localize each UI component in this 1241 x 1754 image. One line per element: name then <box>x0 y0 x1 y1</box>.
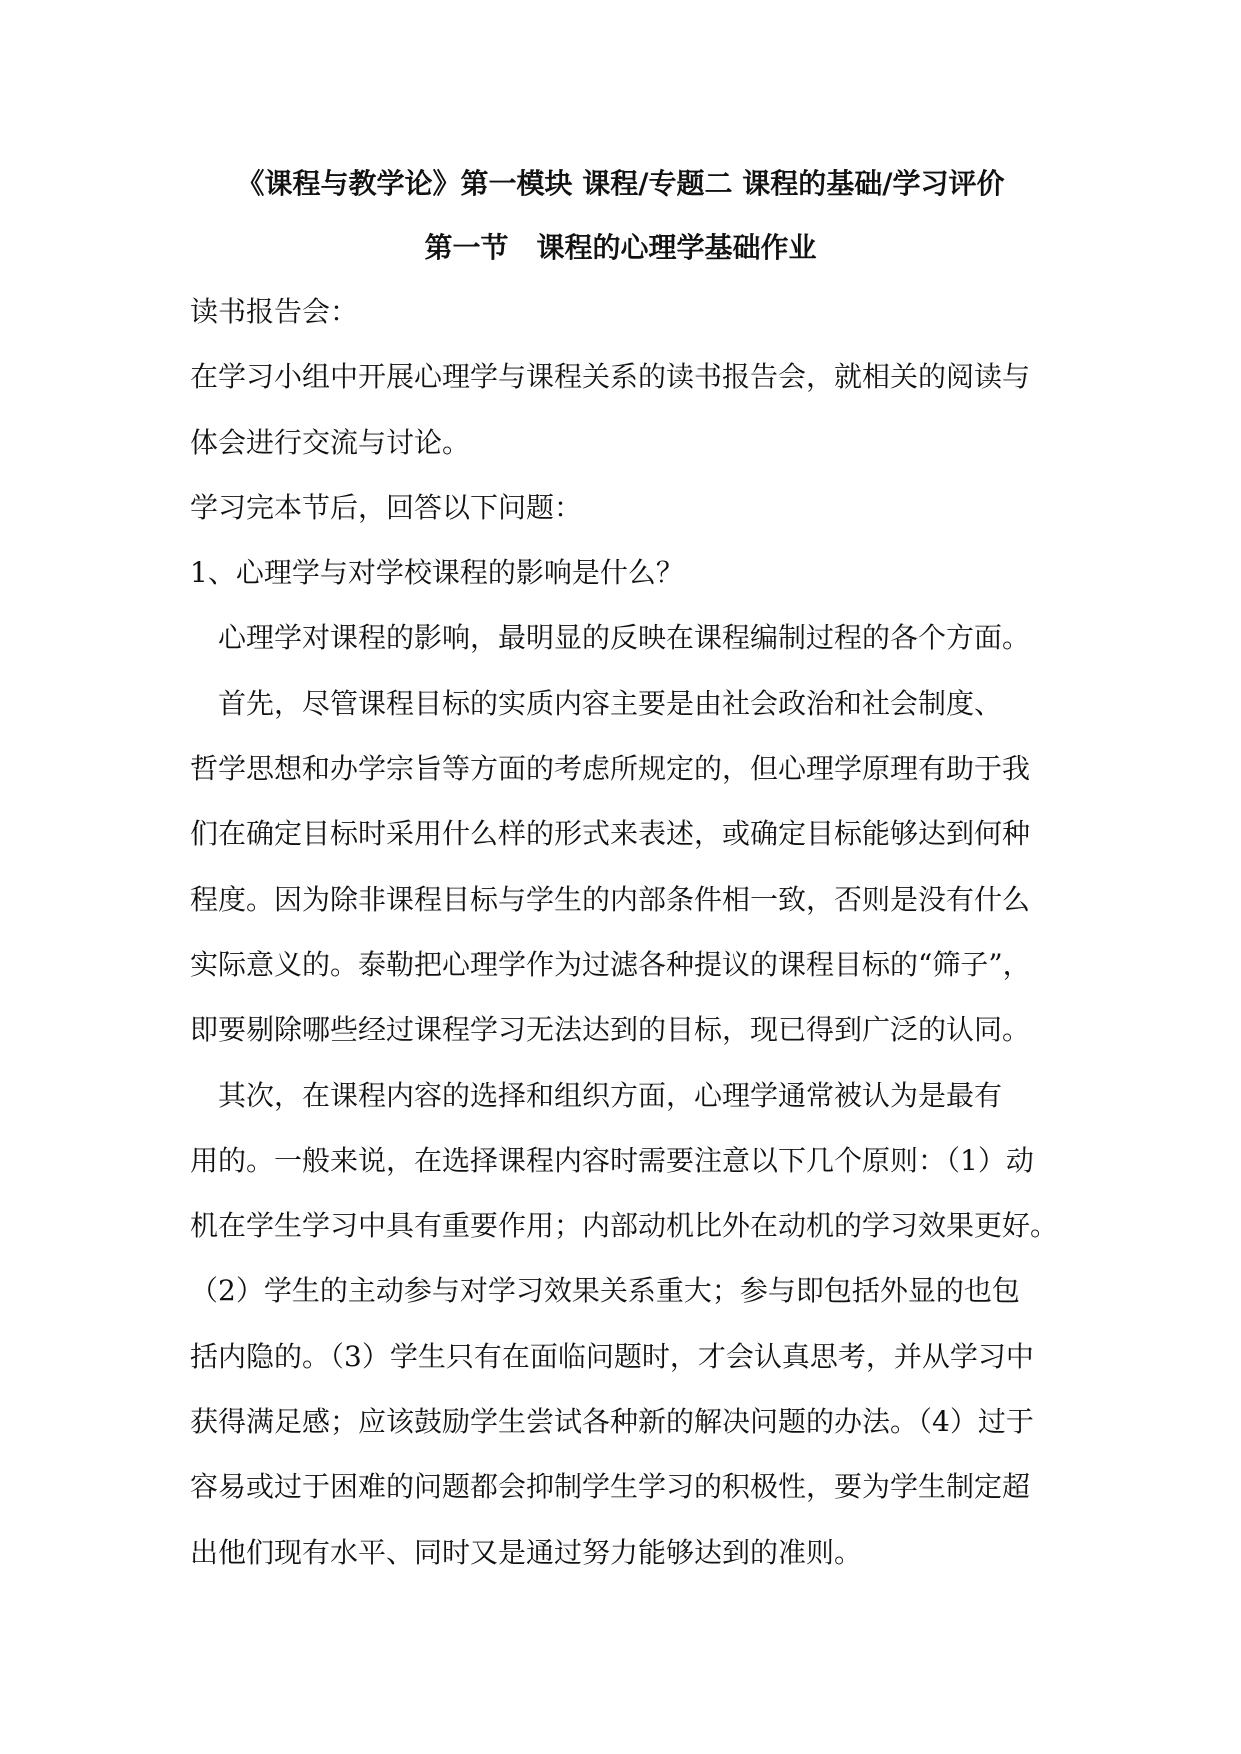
text-line: 其次，在课程内容的选择和组织方面，心理学通常被认为是最有 <box>190 1078 1003 1112</box>
text-line: 获得满足感；应该鼓励学生尝试各种新的解决问题的办法。（4）过于 <box>190 1405 1034 1439</box>
text-line: 体会进行交流与讨论。 <box>190 425 471 459</box>
text-line: 括内隐的。（3）学生只有在面临问题时，才会认真思考，并从学习中 <box>190 1339 1034 1373</box>
text-line: 们在确定目标时采用什么样的形式来表述，或确定目标能够达到何种 <box>190 817 1031 851</box>
text-line: 读书报告会： <box>190 295 359 328</box>
question-line: 1、心理学与对学校课程的影响是什么？ <box>190 556 684 590</box>
text-line: 即要剔除哪些经过课程学习无法达到的目标，现已得到广泛的认同。 <box>190 1013 1031 1047</box>
text-line: 出他们现有水平、同时又是通过努力能够达到的准则。 <box>190 1535 863 1569</box>
text-line: 哲学思想和办学宗旨等方面的考虑所规定的，但心理学原理有助于我 <box>190 752 1031 786</box>
text-line: 机在学生学习中具有重要作用；内部动机比外在动机的学习效果更好。 <box>190 1209 1059 1243</box>
text-line: 容易或过于困难的问题都会抑制学生学习的积极性，要为学生制定超 <box>190 1470 1031 1504</box>
text-line: 心理学对课程的影响，最明显的反映在课程编制过程的各个方面。 <box>190 621 1031 655</box>
text-line: 程度。因为除非课程目标与学生的内部条件相一致，否则是没有什么 <box>190 882 1031 916</box>
body-text <box>190 290 1060 1596</box>
text-line: （2）学生的主动参与对学习效果关系重大；参与即包括外显的也包 <box>190 1274 1020 1308</box>
text-line: 首先，尽管课程目标的实质内容主要是由社会政治和社会制度、 <box>190 686 1003 720</box>
text-line: 用的。一般来说，在选择课程内容时需要注意以下几个原则：（1）动 <box>190 1143 1034 1177</box>
text-line: 学习完本节后，回答以下问题： <box>190 490 583 524</box>
text-line: 在学习小组中开展心理学与课程关系的读书报告会，就相关的阅读与 <box>190 360 1031 394</box>
text-line: 实际意义的。泰勒把心理学作为过滤各种提议的课程目标的“筛子”， <box>190 947 1031 981</box>
section-title: 第一节 课程的心理学基础作业 <box>424 231 817 264</box>
document-title: 《课程与教学论》第一模块 课程/专题二 课程的基础/学习评价 <box>236 167 1005 200</box>
